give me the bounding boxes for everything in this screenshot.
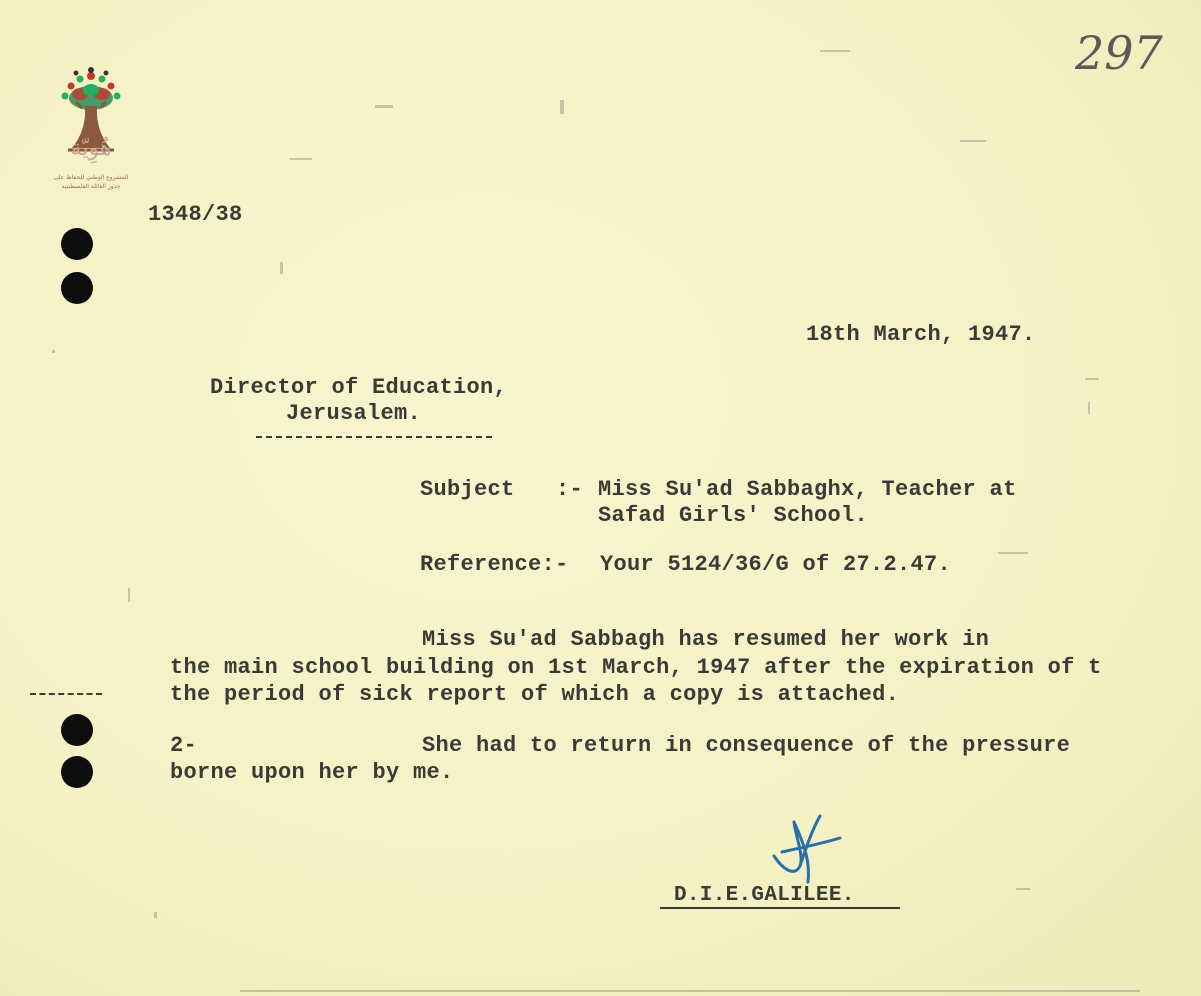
signature-scribble — [760, 808, 850, 888]
page-number: 297 — [1075, 26, 1163, 80]
subject-line-1: Miss Su'ad Sabbaghx, Teacher at — [598, 477, 1017, 502]
speck — [154, 912, 157, 918]
letter-date: 18th March, 1947. — [806, 322, 1036, 347]
addressee-line-1: Director of Education, — [210, 375, 508, 400]
body-para2-line1: She had to return in consequence of the pressure — [422, 733, 1071, 758]
file-number: 1348/38 — [148, 202, 243, 227]
speck — [240, 990, 1140, 992]
speck — [1016, 888, 1030, 890]
speck — [560, 100, 564, 114]
speck — [1085, 378, 1099, 380]
speck — [375, 105, 393, 108]
logo-tagline-1: المشروع الوطني للحفاظ على — [53, 174, 129, 181]
subject-line-2: Safad Girls' School. — [598, 503, 869, 528]
signature-underline — [660, 907, 900, 909]
body-para1-line3: the period of sick report of which a copy is attached. — [170, 682, 900, 707]
speck — [128, 588, 130, 602]
tree-logo-icon — [52, 36, 130, 196]
speck — [820, 50, 850, 52]
body-para2-line2: borne upon her by me. — [170, 760, 454, 785]
reference-label: Reference:- — [420, 552, 569, 577]
addressee-line-2: Jerusalem. — [286, 401, 422, 426]
body-para1-line1: Miss Su'ad Sabbagh has resumed her work in — [422, 627, 990, 652]
logo-tagline-2: جذور العائلة الفلسطينية — [61, 183, 121, 190]
margin-mark — [30, 693, 102, 695]
punch-hole — [61, 714, 93, 746]
logo-arabic-name: هُوِيّة — [70, 136, 112, 161]
signature-name: D.I.E.GALILEE. — [674, 884, 855, 907]
subject-label: Subject — [420, 477, 515, 502]
speck — [998, 552, 1028, 554]
punch-hole — [61, 272, 93, 304]
subject-separator: :- — [556, 477, 584, 502]
speck — [960, 140, 986, 142]
body-para1-line2: the main school building on 1st March, 1947 after the expiration of t — [170, 655, 1102, 680]
addressee-underline — [256, 436, 492, 438]
speck — [52, 350, 55, 353]
punch-hole — [61, 228, 93, 260]
punch-hole — [61, 756, 93, 788]
speck — [290, 158, 312, 160]
reference-value: Your 5124/36/G of 27.2.47. — [600, 552, 952, 577]
speck — [280, 262, 283, 274]
speck — [1088, 402, 1090, 414]
body-para2-number: 2- — [170, 733, 198, 758]
